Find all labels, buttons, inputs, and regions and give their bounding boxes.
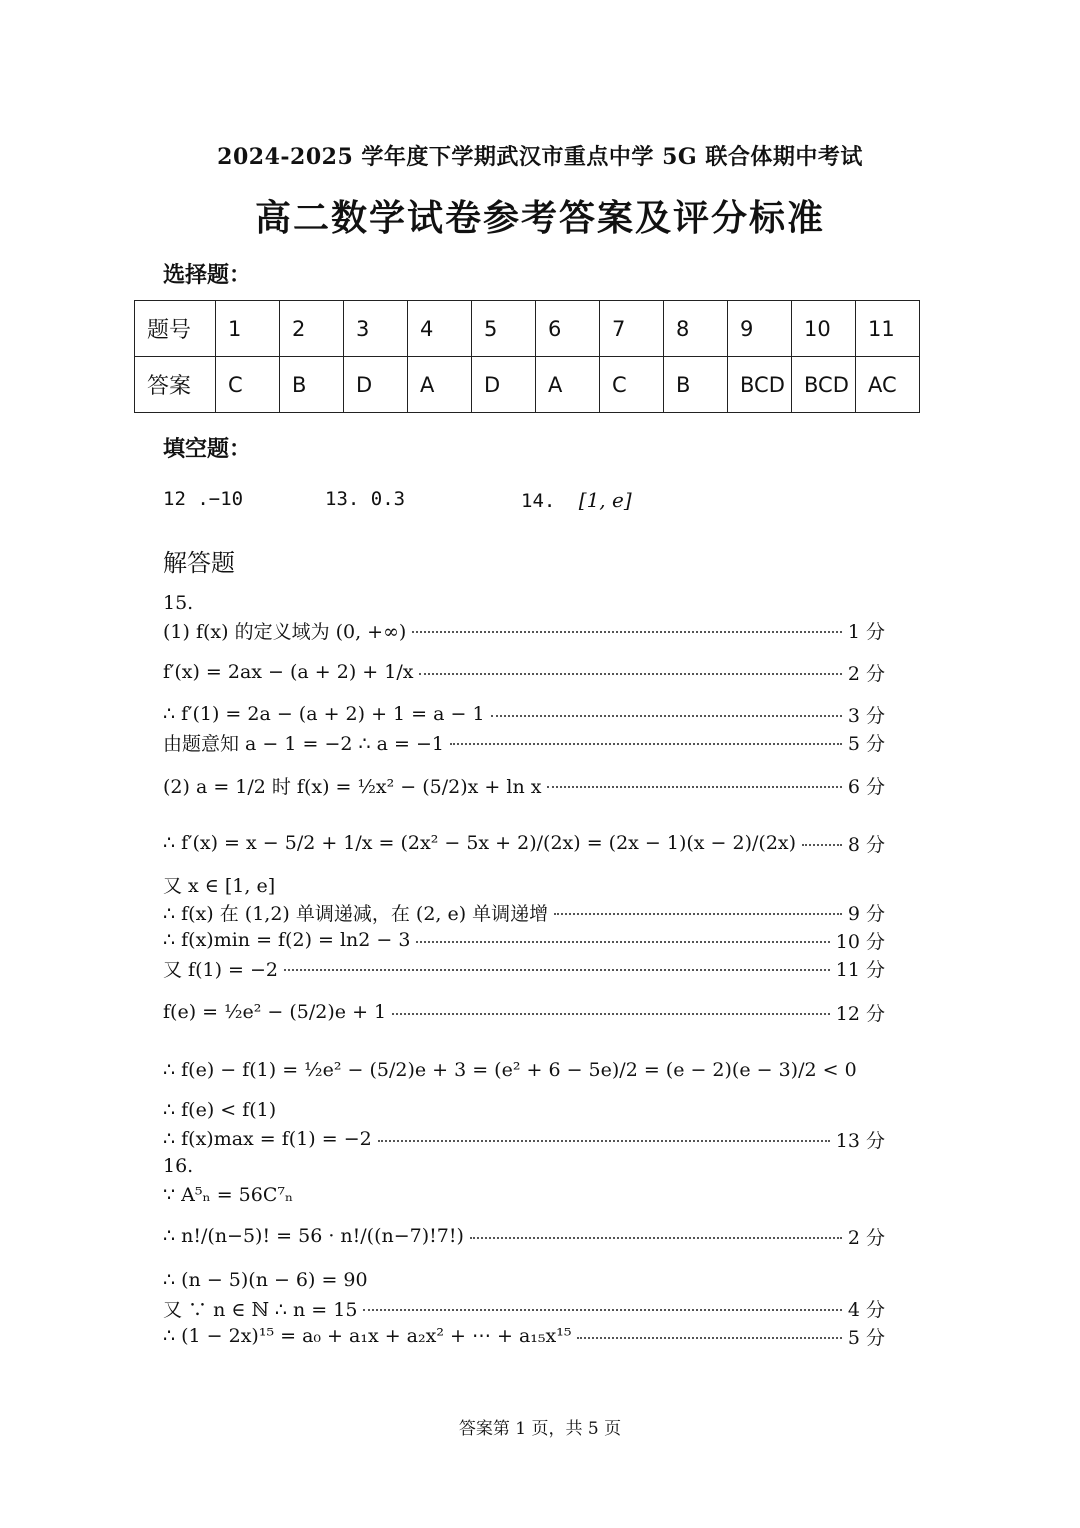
answer-cell: BCD bbox=[728, 357, 792, 413]
solution-line: ∴ f′(1) = 2a − (a + 2) + 1 = a − 1 3 分 bbox=[163, 703, 885, 727]
solution-line: ∴ (n − 5)(n − 6) = 90 bbox=[163, 1269, 368, 1291]
solution-line: (2) a = 1/2 时 f(x) = ½x² − (5/2)x + ln x 6 分 bbox=[163, 775, 885, 798]
fill-answer-13: 13. 0.3 bbox=[325, 488, 406, 510]
solution-line: ∴ f(x)max = f(1) = −2 13 分 bbox=[163, 1128, 885, 1152]
answer-row bbox=[135, 357, 920, 413]
solution-line: ∴ (1 − 2x)¹⁵ = a₀ + a₁x + a₂x² + ⋯ + a₁₅x¹⁵ 5 分 bbox=[163, 1325, 885, 1349]
fill-answer-14 bbox=[521, 488, 632, 512]
section-solve-label: 解答题 bbox=[163, 549, 235, 577]
solution-line: ∴ f(e) < f(1) bbox=[163, 1099, 277, 1121]
solution-line: ∴ f(x) 在 (1,2) 单调递减，在 (2, e) 单调递增 9 分 bbox=[163, 902, 885, 925]
question-number: 8 bbox=[664, 301, 728, 357]
question-number: 3 bbox=[344, 301, 408, 357]
question-number: 10 bbox=[792, 301, 856, 357]
answer-cell: C bbox=[216, 357, 280, 413]
answer-cell: A bbox=[536, 357, 600, 413]
solution-line: (1) f(x) 的定义域为 (0, +∞) 1 分 bbox=[163, 620, 885, 643]
question-number: 11 bbox=[856, 301, 920, 357]
question-15-label: 15. bbox=[163, 592, 194, 614]
answer-cell: B bbox=[280, 357, 344, 413]
question-number: 1 bbox=[216, 301, 280, 357]
fill-answer-12: 12 .−10 bbox=[163, 488, 244, 510]
solution-line: ∴ f(e) − f(1) = ½e² − (5/2)e + 3 = (e² + 6 − 5e)/2 = (e − 2)(e − 3)/2 < 0 bbox=[163, 1059, 857, 1081]
solution-line: 又 ∵ n ∈ ℕ ∴ n = 15 4 分 bbox=[163, 1298, 885, 1321]
answer-cell: A bbox=[408, 357, 472, 413]
solution-line: f′(x) = 2ax − (a + 2) + 1/x 2 分 bbox=[163, 661, 885, 685]
solution-line: f(e) = ½e² − (5/2)e + 1 12 分 bbox=[163, 1001, 885, 1025]
row-head-answer: 答案 bbox=[135, 357, 216, 413]
question-number: 9 bbox=[728, 301, 792, 357]
choice-answer-table bbox=[134, 300, 920, 413]
question-number-row bbox=[135, 301, 920, 357]
exam-subtitle: 2024-2025 学年度下学期武汉市重点中学 5G 联合体期中考试 bbox=[217, 144, 863, 170]
page-title: 高二数学试卷参考答案及评分标准 bbox=[254, 197, 825, 239]
answer-cell: AC bbox=[856, 357, 920, 413]
answer-cell: C bbox=[600, 357, 664, 413]
question-number: 2 bbox=[280, 301, 344, 357]
solution-line: ∴ f(x)min = f(2) = ln2 − 3 10 分 bbox=[163, 929, 885, 953]
fill-number-14: 14. bbox=[521, 490, 556, 512]
page-footer: 答案第 1 页，共 5 页 bbox=[458, 1419, 622, 1439]
solution-line: ∵ A⁵ₙ = 56C⁷ₙ bbox=[163, 1184, 294, 1206]
answer-cell: BCD bbox=[792, 357, 856, 413]
question-number: 5 bbox=[472, 301, 536, 357]
question-number: 7 bbox=[600, 301, 664, 357]
answer-cell: B bbox=[664, 357, 728, 413]
solution-line: ∴ n!/(n−5)! = 56 · n!/((n−7)!7!) 2 分 bbox=[163, 1225, 885, 1249]
solution-line: 又 x ∈ [1, e] bbox=[163, 874, 276, 897]
answer-cell: D bbox=[344, 357, 408, 413]
answer-cell: D bbox=[472, 357, 536, 413]
question-number: 6 bbox=[536, 301, 600, 357]
row-head-number: 题号 bbox=[135, 301, 216, 357]
section-fill-label: 填空题： bbox=[163, 436, 252, 462]
solution-line: 由题意知 a − 1 = −2 ∴ a = −1 5 分 bbox=[163, 732, 885, 755]
question-number: 4 bbox=[408, 301, 472, 357]
section-choice-label: 选择题： bbox=[163, 262, 252, 288]
fill-interval: [1, e] bbox=[578, 488, 632, 512]
solution-line: 又 f(1) = −2 11 分 bbox=[163, 958, 885, 981]
question-16-label: 16. bbox=[163, 1155, 194, 1177]
solution-line: ∴ f′(x) = x − 5/2 + 1/x = (2x² − 5x + 2)/(2x) = (2x − 1)(x − 2)/(2x) 8 分 bbox=[163, 832, 885, 856]
